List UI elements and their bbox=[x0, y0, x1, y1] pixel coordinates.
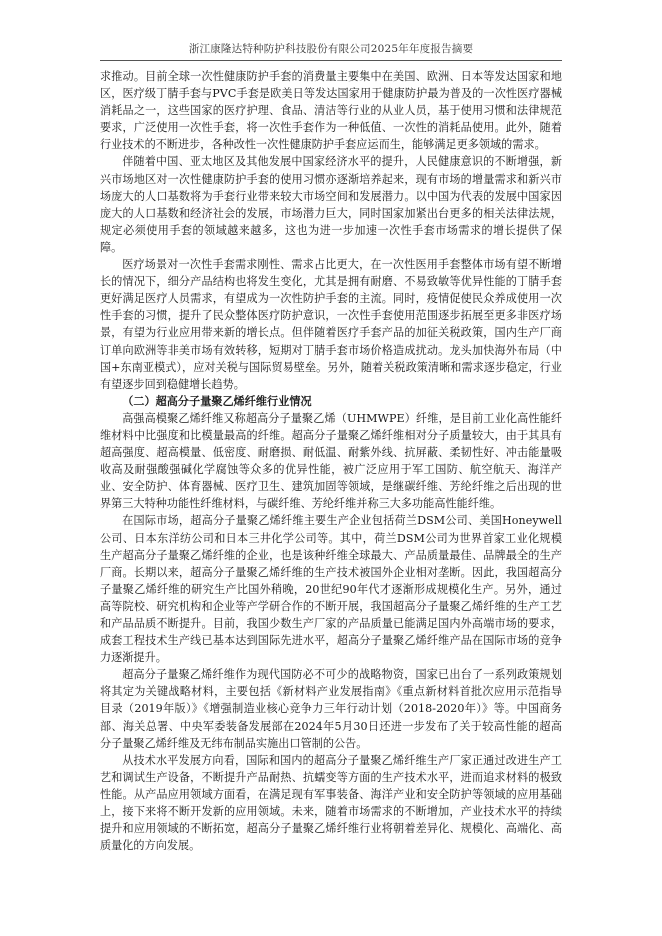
paragraph-technology-trend: 从技术水平发展方向看，国际和国内的超高分子量聚乙烯纤维生产厂家正通过改进生产工艺和调试生产设备，不断提升产品耐热、抗蠕变等方面的生产技术水平，进而追求材料的极致性能。从产品应用领域方面看，在满足现有军事装备、海洋产业和安全防护等领域的应用基础上，接下来将不断开发新的应用领域。未来，随着市场需求的不断增加，产业技术水平的持续提升和应用领域的不断拓宽，超高分子量聚乙烯纤维行业将朝着差异化、规模化、高端化、高质量化的方向发展。 bbox=[100, 753, 562, 853]
paragraph-international-market: 在国际市场，超高分子量聚乙烯纤维主要生产企业包括荷兰DSM公司、美国Honeywell公司、日本东洋纺公司和日本三井化学公司等。其中，荷兰DSM公司为世界首家工业化规模生产超高分子量聚乙烯纤维的企业，也是该种纤维全球最大、产品质量最佳、品牌最全的生产厂商。长期以来，超高分子量聚乙烯纤维的生产技术被国外企业相对垄断。因此，我国超高分子量聚乙烯纤维的研究生产比国外稍晚，20世纪90年代才逐渐形成规模化生产。另外，通过高等院校、研究机构和企业等产学研合作的不断开展，我国超高分子量聚乙烯纤维的生产工艺和产品品质不断提升。目前，我国少数生产厂家的产品质量已能满足国内外高端市场的要求，成套工程技术生产线已基本达到国际先进水平，超高分子量聚乙烯纤维产品在国际市场的竞争力逐渐提升。 bbox=[100, 514, 562, 665]
paragraph-uhmwpe-intro: 高强高模聚乙烯纤维又称超高分子量聚乙烯（UHMWPE）纤维，是目前工业化高性能纤维材料中比强度和比模量最高的纤维。超高分子量聚乙烯纤维相对分子质量较大，由于其具有超高强度、超高模量、低密度、耐磨损、耐低温、耐紫外线、抗屏蔽、柔韧性好、冲击能量吸收高及耐强酸强碱化学腐蚀等众多的优异性能，被广泛应用于军工国防、航空航天、海洋产业、安全防护、体育器械、医疗卫生、建筑加固等领域，是继碳纤维、芳纶纤维之后出现的世界第三大特种功能性纤维材料，与碳纤维、芳纶纤维并称三大多功能高性能纤维。 bbox=[100, 411, 562, 511]
report-body bbox=[100, 68, 562, 854]
paragraph-medical-scenarios: 医疗场景对一次性手套需求刚性、需求占比更大，在一次性医用手套整体市场有望不断增长的情况下，细分产品结构也将发生变化，尤其是拥有耐磨、不易致敏等优异性能的丁腈手套更好满足医疗人员需求，有望成为一次性防护手套的主流。同时，疫情促使民众养成使用一次性手套的习惯，提升了民众整体医疗防护意识，一次性手套使用范围逐步拓展至更多非医疗场景，有望为行业应用带来新的增长点。但伴随着医疗手套产品的加征关税政策，国内生产厂商订单向欧洲等非美市场有效转移，短期对丁腈手套市场价格造成扰动。龙头加快海外布局（中国+东南亚模式），应对关税与国际贸易壁垒。另外，随着关税政策清晰和需求逐步稳定，行业有望逐步回到稳健增长趋势。 bbox=[100, 258, 562, 391]
paragraph-glove-demand-continued: 求推动。目前全球一次性健康防护手套的消费量主要集中在美国、欧洲、日本等发达国家和地区，医疗级丁腈手套与PVC手套是欧美日等发达国家用于健康防护最为普及的一次性医疗器械消耗品之一，这些国家的医疗护理、食品、清洁等行业的从业人员，基于使用习惯和法律规范要求，广泛使用一次性手套，将一次性手套作为一种低值、一次性的消耗品使用。此外，随着行业技术的不断进步，各种改性一次性健康防护手套应运而生，能够满足更多领域的需求。 bbox=[100, 70, 562, 152]
header-divider bbox=[100, 60, 562, 61]
paragraph-emerging-markets: 伴随着中国、亚太地区及其他发展中国家经济水平的提升，人民健康意识的不断增强，新兴市场地区对一次性健康防护手套的使用习惯亦逐渐培养起来，现有市场的增量需求和新兴市场庞大的人口基数将为手套行业带来较大市场空间和发展潜力。以中国为代表的发展中国家因庞大的人口基数和经济社会的发展，市场潜力巨大，同时国家加紧出台更多的相关法律法规，规定必须使用手套的领域越来越多，这也为进一步加速一次性手套市场需求的增长提供了保障。 bbox=[100, 155, 562, 254]
section-heading-uhmwpe: （二）超高分子量聚乙烯纤维行业情况 bbox=[122, 394, 312, 408]
page-header: 浙江康隆达特种防护科技股份有限公司2025年年度报告摘要 bbox=[188, 43, 474, 55]
paragraph-policy: 超高分子量聚乙烯纤维作为现代国防必不可少的战略物资，国家已出台了一系列政策规划将其定为关键战略材料，主要包括《新材料产业发展指南》《重点新材料首批次应用示范指导目录（2019年版）》《增强制造业核心竞争力三年行动计划（2018-2020年）》等。中国商务部、海关总署、中央军委装备发展部在2024年5月30日还进一步发布了关于较高性能的超高分子量聚乙烯纤维及无纬布制品实施出口管制的公告。 bbox=[100, 668, 562, 750]
